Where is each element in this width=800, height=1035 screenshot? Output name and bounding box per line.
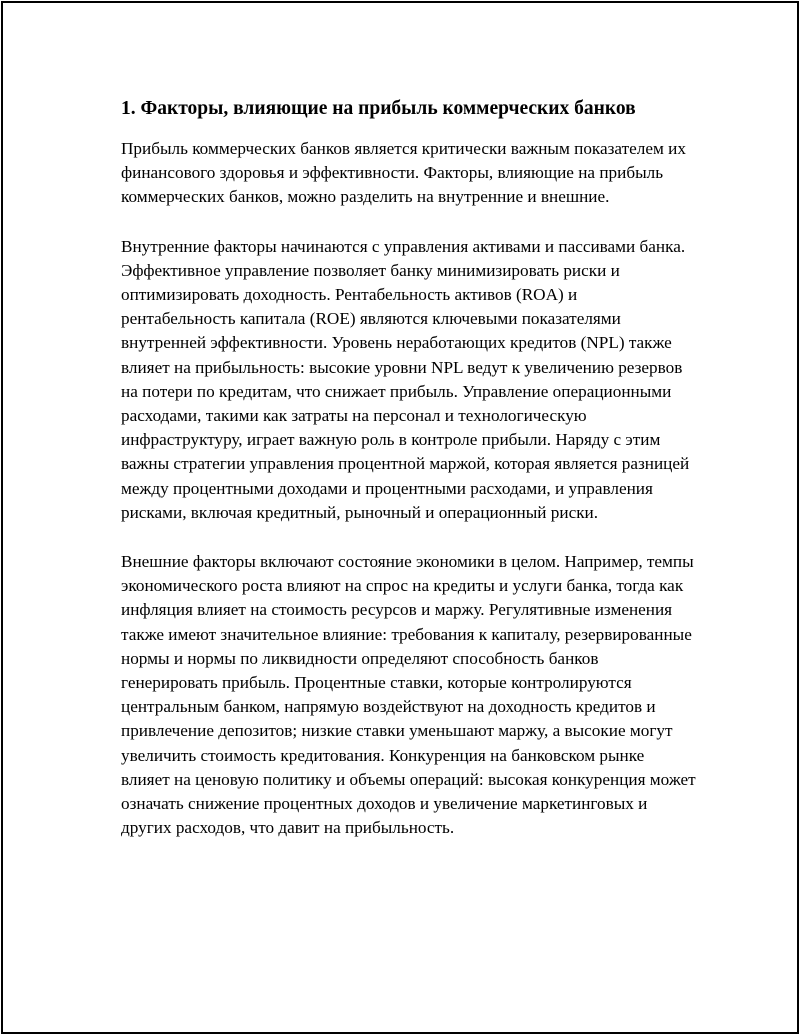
section-heading: 1. Факторы, влияющие на прибыль коммерческих банков <box>121 98 636 119</box>
document-page <box>1 1 799 1034</box>
paragraph-internal-factors: Внутренние факторы начинаются с управления активами и пассивами банка. Эффективное управление позволяет банку минимизировать риски и оптимизировать доходность. Рентабельность активов (ROA) и рентабельность капитала (ROE) являются ключевыми показателями внутренней эффективности. Уровень неработающих кредитов (NPL) также влияет на прибыльность: высокие уровни NPL ведут к увеличению резервов на потери по кредитам, что снижает прибыль. Управление операционными расходами, такими как затраты на персонал и технологическую инфраструктуру, играет важную роль в контроле прибыли. Наряду с этим важны стратегии управления процентной маржой, которая является разницей между процентными доходами и процентными расходами, и управления рисками, включая кредитный, рыночный и операционный риски. <box>121 236 690 522</box>
paragraph-intro: Прибыль коммерческих банков является критически важным показателем их финансового здоровья и эффективности. Факторы, влияющие на прибыль коммерческих банков, можно разделить на внутренние и внешние. <box>121 139 686 207</box>
paragraph-external-factors: Внешние факторы включают состояние экономики в целом. Например, темпы экономического роста влияют на спрос на кредиты и услуги банка, тогда как инфляция влияет на стоимость ресурсов и маржу. Регулятивные изменения также имеют значительное влияние: требования к капиталу, резервированные нормы и нормы по ликвидности определяют способность банков генерировать прибыль. Процентные ставки, которые контролируются центральным банком, напрямую воздействуют на доходность кредитов и привлечение депозитов; низкие ставки уменьшают маржу, а высокие могут увеличить стоимость кредитования. Конкуренция на банковском рынке влияет на ценовую политику и объемы операций: высокая конкуренция может означать снижение процентных доходов и увеличение маркетинговых и других расходов, что давит на прибыльность. <box>121 552 696 838</box>
document-body <box>121 97 696 865</box>
